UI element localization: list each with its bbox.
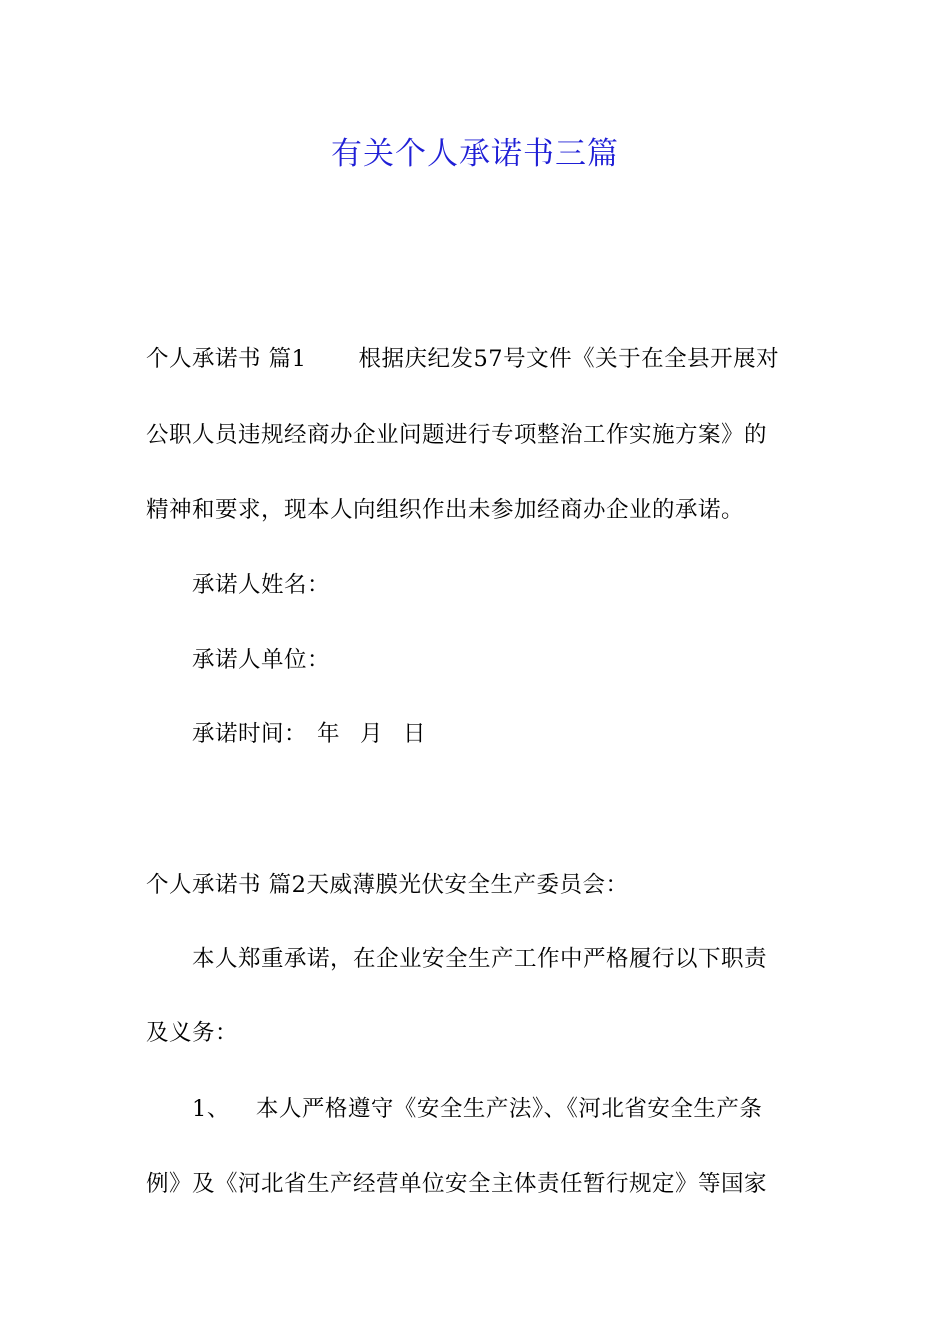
promise-time-label: 承诺时间：	[192, 721, 308, 747]
section1-line2: 公职人员违规经商办企业问题进行专项整治工作实施方案》的	[146, 422, 768, 448]
section1-heading: 个人承诺书 篇1	[146, 346, 307, 372]
year-label: 年	[317, 721, 341, 747]
section1-line1-text: 根据庆纪发57号文件《关于在全县开展对	[358, 346, 780, 372]
section2-item1-line2: 例》及《河北省生产经营单位安全主体责任暂行规定》等国家	[146, 1171, 768, 1197]
section2-para1-line2: 及义务：	[146, 1020, 239, 1046]
promisor-name-label: 承诺人姓名：	[192, 572, 331, 598]
section1-line3: 精神和要求，现本人向组织作出未参加经商办企业的承诺。	[146, 497, 745, 523]
section2-item1-line1	[192, 1089, 852, 1129]
item1-text: 本人严格遵守《安全生产法》、《河北省安全生产条	[255, 1096, 763, 1122]
promisor-unit-label: 承诺人单位：	[192, 647, 331, 673]
document-title: 有关个人承诺书三篇	[331, 136, 619, 172]
item1-number: 1、	[192, 1096, 230, 1122]
section2-para1-line1: 本人郑重承诺，在企业安全生产工作中严格履行以下职责	[192, 946, 768, 972]
promise-time-line	[192, 714, 852, 754]
month-label: 月	[360, 721, 384, 747]
section1-first-line	[146, 339, 806, 379]
section2-heading-line: 个人承诺书 篇2天威薄膜光伏安全生产委员会：	[146, 872, 629, 898]
day-label: 日	[403, 721, 427, 747]
